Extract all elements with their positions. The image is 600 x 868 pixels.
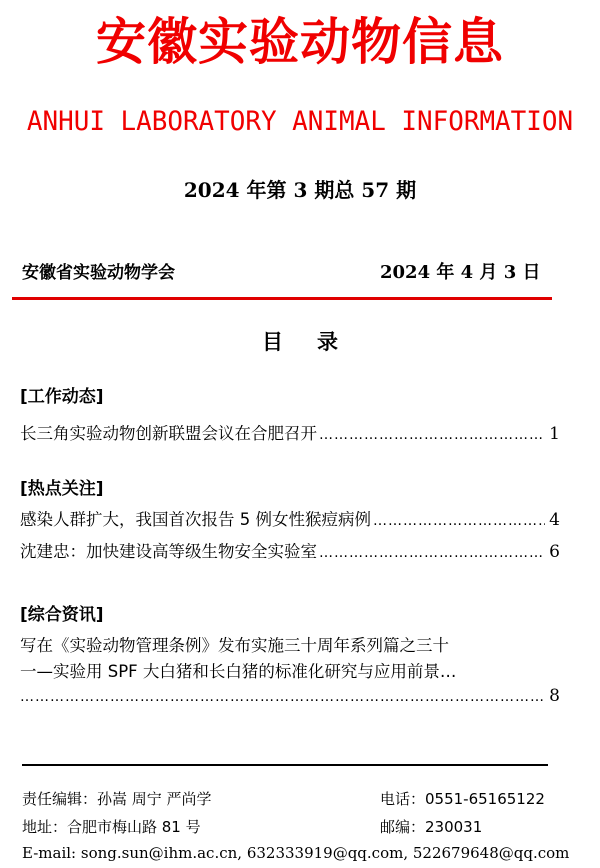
toc-section-heading: [工作动态]	[20, 387, 104, 407]
dot-leader	[373, 513, 545, 529]
toc-entry-page: 1	[549, 424, 560, 444]
dot-leader	[319, 427, 545, 443]
footer-postcode: 邮编：230031	[380, 818, 483, 836]
footer-email[interactable]: E-mail: song.sun@ihm.ac.cn, 632333919@qq.com, 522679648@qq.com	[22, 844, 570, 862]
issue-number: 2024 年第 3 期总 57 期	[183, 178, 417, 202]
toc-entry[interactable]	[20, 420, 560, 444]
toc-entry[interactable]	[20, 686, 560, 706]
toc-entry-title: 沈建忠：加快建设高等级生物安全实验室	[20, 542, 317, 561]
red-divider	[12, 297, 552, 300]
toc-entry-title: 感染人群扩大，我国首次报告 5 例女性猴痘病例	[20, 510, 371, 529]
footer-phone: 电话：0551-65165122	[380, 790, 545, 808]
dot-leader	[319, 545, 545, 561]
toc-entry-page: 4	[549, 510, 560, 530]
publisher-organization: 安徽省实验动物学会	[22, 263, 175, 283]
masthead-title-english: ANHUI LABORATORY ANIMAL INFORMATION	[26, 106, 574, 137]
toc-entry-title-line1[interactable]: 写在《实验动物管理条例》发布实施三十周年系列篇之三十	[20, 636, 449, 655]
toc-entry-page: 8	[549, 686, 560, 706]
toc-entry-page: 6	[549, 542, 560, 562]
toc-title: 目录	[262, 329, 372, 354]
toc-entry[interactable]	[20, 506, 560, 530]
toc-section-heading: [热点关注]	[20, 479, 104, 499]
toc-entry[interactable]	[20, 538, 560, 562]
toc-entry-title-line2[interactable]: 一—实验用 SPF 大白猪和长白猪的标准化研究与应用前景…	[20, 662, 457, 681]
footer-divider	[22, 764, 548, 766]
toc-section-heading: [综合资讯]	[20, 605, 104, 625]
dot-leader	[20, 689, 545, 705]
footer-address: 地址：合肥市梅山路 81 号	[22, 818, 201, 836]
publication-date: 2024 年 4 月 3 日	[380, 262, 541, 283]
footer-editors: 责任编辑：孙嵩 周宁 严尚学	[22, 790, 212, 808]
toc-entry-title: 长三角实验动物创新联盟会议在合肥召开	[20, 424, 317, 443]
masthead-title-chinese: 安徽实验动物信息	[96, 13, 504, 71]
